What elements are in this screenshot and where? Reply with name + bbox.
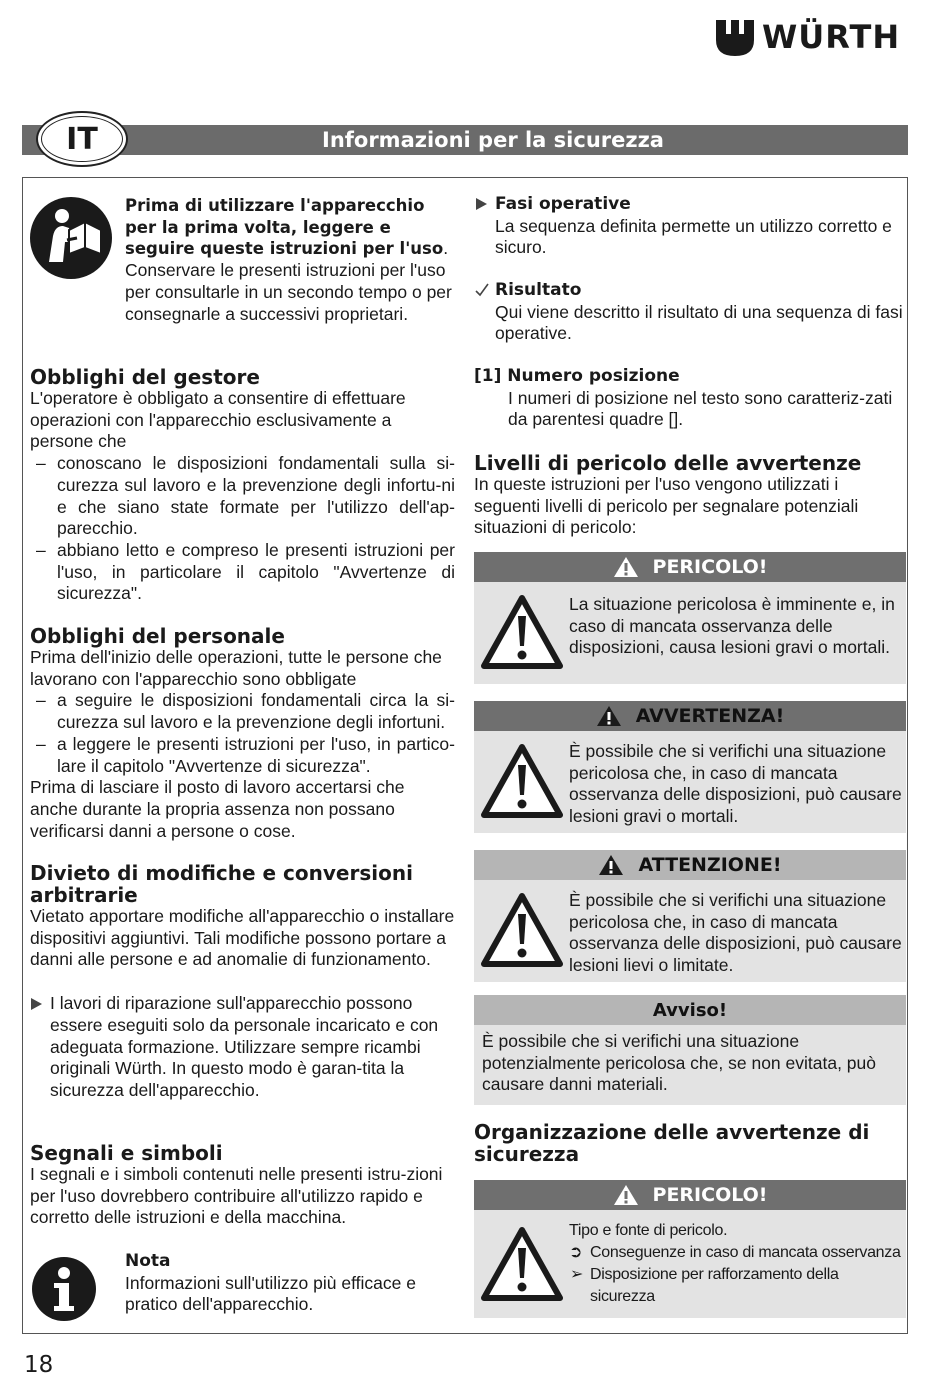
language-badge bbox=[36, 111, 128, 167]
read-manual-icon bbox=[29, 196, 113, 280]
personale-item-2: – a leggere le presenti istruzioni per l'uso, in partico-lare il capitolo "Avvertenze di sicurezza". bbox=[30, 734, 455, 777]
warning-triangle-icon bbox=[613, 1184, 639, 1206]
attenzione-text: È possibile che si verifichi una situazione pericolosa che, in caso di mancata osservanza delle disposizioni, può causare lesioni lievi o limitate. bbox=[569, 890, 902, 976]
organizzazione-box-title: PERICOLO! bbox=[652, 1184, 768, 1206]
organizzazione-box bbox=[474, 1180, 906, 1318]
nota-title: Nota bbox=[125, 1251, 171, 1271]
divieto-step bbox=[30, 993, 455, 1102]
chevron-right-icon: ➢ bbox=[570, 1266, 584, 1283]
info-icon bbox=[31, 1256, 97, 1322]
divieto-title: Divieto di modifiche e conversioni arbitrarie bbox=[30, 861, 413, 907]
step-arrow-icon bbox=[31, 998, 42, 1010]
organizzazione-line-2: Conseguenze in caso di mancata osservanza bbox=[590, 1244, 901, 1261]
fasi-title: Fasi operative bbox=[495, 194, 631, 214]
avviso-title: Avviso! bbox=[652, 999, 728, 1021]
brand-name: WÜRTH bbox=[762, 18, 901, 56]
warning-triangle-icon bbox=[613, 556, 639, 578]
organizzazione-title: Organizzazione delle avvertenze di sicurezza bbox=[474, 1120, 870, 1166]
warning-triangle-icon bbox=[480, 594, 564, 670]
step-arrow-icon bbox=[476, 198, 487, 210]
page-title: Informazioni per la sicurezza bbox=[322, 128, 664, 152]
pericolo-box bbox=[474, 552, 906, 684]
divieto-section bbox=[30, 862, 455, 1102]
divieto-step-text: I lavori di riparazione sull'apparecchio possono essere eseguiti solo da personale incaricato e con adeguata formazione. Utilizzare sempre ricambi originali Würth. In questo modo è garan-tita la sicurezza dell'apparecchio. bbox=[50, 993, 439, 1100]
pericolo-header bbox=[474, 552, 906, 582]
pericolo-text: La situazione pericolosa è imminente e, in caso di mancata osservanza delle disposizioni, causa lesioni gravi o mortali. bbox=[569, 594, 895, 658]
language-code: IT bbox=[66, 121, 98, 157]
intro-text: . Conservare le presenti istruzioni per l'uso per consultarle in un secondo tempo o per consegnarle a successivi proprietari. bbox=[125, 238, 452, 324]
segnali-title: Segnali e simboli bbox=[30, 1141, 223, 1165]
avvertenza-box bbox=[474, 701, 906, 833]
intro-block bbox=[125, 195, 455, 325]
attenzione-header bbox=[474, 850, 906, 880]
check-icon bbox=[475, 283, 489, 297]
avviso-header bbox=[474, 995, 906, 1025]
risultato-section bbox=[474, 280, 904, 345]
avviso-text: È possibile che si verifichi una situazione potenzialmente pericolosa che, se non evitata, può causare danni materiali. bbox=[482, 1031, 877, 1095]
section-header-bar bbox=[22, 125, 908, 155]
organizzazione-line-1: Tipo e fonte di pericolo. bbox=[569, 1222, 728, 1239]
personale-title: Obblighi del personale bbox=[30, 624, 285, 648]
risultato-text: Qui viene descritto il risultato di una sequenza di fasi operative. bbox=[495, 301, 903, 344]
livelli-section bbox=[474, 452, 904, 539]
wurth-logo-icon bbox=[716, 18, 754, 56]
pericolo-title: PERICOLO! bbox=[652, 556, 768, 578]
warning-triangle-icon bbox=[480, 892, 564, 968]
intro-bold: Prima di utilizzare l'apparecchio per la prima volta, leggere e seguire queste istruzioni per l'uso bbox=[125, 196, 444, 259]
fasi-section bbox=[474, 194, 904, 259]
avvertenza-header bbox=[474, 701, 906, 731]
personale-text: Prima dell'inizio delle operazioni, tutte le persone che lavorano con l'apparecchio sono obbligate bbox=[30, 647, 442, 689]
organizzazione-line-3: Disposizione per rafforzamento della sicurezza bbox=[590, 1266, 839, 1305]
personale-item-1: – a seguire le disposizioni fondamentali circa la si-curezza sul lavoro e la prevenzione degli infortuni. bbox=[30, 690, 455, 733]
segnali-text: I segnali e i simboli contenuti nelle presenti istru-zioni per l'uso dovrebbero contribuire all'utilizzo rapido e corretto delle istruzioni e della macchina. bbox=[30, 1164, 443, 1228]
avvertenza-text: È possibile che si verifichi una situazione pericolosa che, in caso di mancata osservanza delle disposizioni, può causare lesioni gravi o mortali. bbox=[569, 741, 902, 827]
gestore-item-1: – conoscano le disposizioni fondamentali sulla si-curezza sul lavoro e la prevenzione degli infortu-ni e che siano state formate per l'utilizzo dell'ap-parecchio. bbox=[30, 453, 455, 540]
divieto-text: Vietato apportare modifiche all'apparecchio o installare dispositivi aggiuntivi. Tali modifiche possono portare a danni alle persone e ad anomalie di funzionamento. bbox=[30, 906, 455, 970]
livelli-title: Livelli di pericolo delle avvertenze bbox=[474, 451, 862, 475]
warning-triangle-icon bbox=[596, 705, 622, 727]
personale-section bbox=[30, 625, 455, 842]
gestore-text: L'operatore è obbligato a consentire di effettuare operazioni con l'apparecchio esclusivamente a persone che bbox=[30, 388, 406, 452]
wurth-logo bbox=[716, 16, 910, 58]
posizione-text: I numeri di posizione nel testo sono caratteriz-zati da parentesi quadre []. bbox=[508, 387, 893, 430]
posizione-section bbox=[474, 366, 904, 431]
segnali-section bbox=[30, 1142, 455, 1229]
gestore-section bbox=[30, 366, 455, 605]
fasi-text: La sequenza definita permette un utilizzo corretto e sicuro. bbox=[495, 215, 892, 258]
warning-triangle-icon bbox=[598, 854, 624, 876]
livelli-text: In queste istruzioni per l'uso vengono utilizzati i seguenti livelli di pericolo per segnalare potenziali situazioni di pericolo: bbox=[474, 474, 859, 538]
avviso-box bbox=[474, 995, 906, 1105]
gestore-item-2: – abbiano letto e compreso le presenti istruzioni per l'uso, in particolare il capitolo "Avvertenze di sicurezza". bbox=[30, 540, 455, 605]
avvertenza-title: AVVERTENZA! bbox=[635, 705, 785, 727]
page-number: 18 bbox=[24, 1352, 54, 1377]
organizzazione-header bbox=[474, 1180, 906, 1210]
warning-triangle-icon bbox=[480, 1226, 564, 1302]
organizzazione-section bbox=[474, 1121, 904, 1165]
personale-after: Prima di lasciare il posto di lavoro accertarsi che anche durante la propria assenza non possano verificarsi danni a persone o cose. bbox=[30, 777, 405, 841]
gestore-title: Obblighi del gestore bbox=[30, 365, 260, 389]
warning-triangle-icon bbox=[480, 743, 564, 819]
attenzione-title: ATTENZIONE! bbox=[638, 854, 782, 876]
nota-block bbox=[125, 1251, 455, 1316]
nota-text: Informazioni sull'utilizzo più efficace e pratico dell'apparecchio. bbox=[125, 1272, 416, 1315]
posizione-label: [1] Numero posizione bbox=[474, 366, 680, 386]
consequence-arrow-icon: ➲ bbox=[569, 1244, 583, 1261]
risultato-title: Risultato bbox=[495, 280, 582, 300]
attenzione-box bbox=[474, 850, 906, 982]
